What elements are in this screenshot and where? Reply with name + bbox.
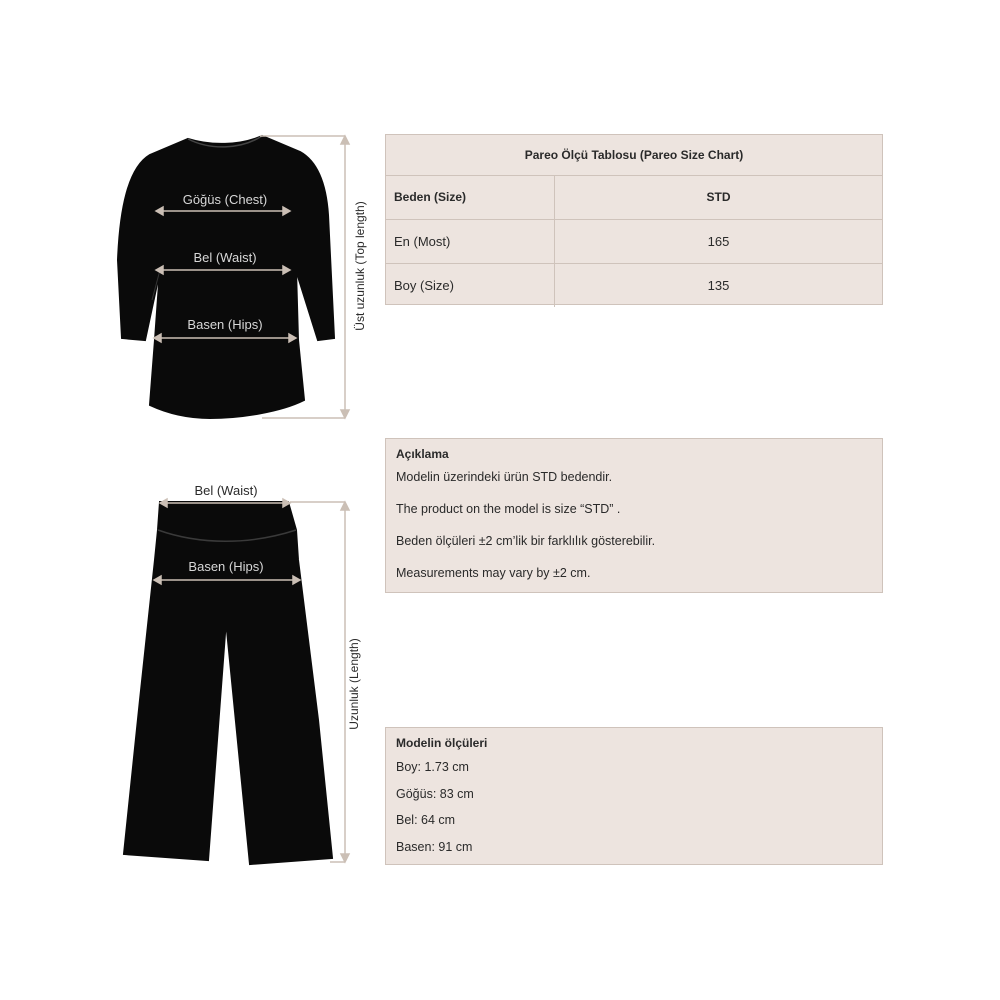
size-chart-header-row	[386, 176, 882, 220]
description-heading: Açıklama	[396, 447, 449, 461]
description-line: Beden ölçüleri ±2 cm’lik bir farklılık gösterebilir.	[396, 534, 656, 548]
bottom-length-label: Uzunluk (Length)	[347, 638, 361, 730]
model-measurements-heading: Modelin ölçüleri	[396, 736, 488, 750]
top-hips-label: Basen (Hips)	[187, 317, 263, 332]
bottom-garment-figure	[124, 502, 332, 864]
bottom-hips-label: Basen (Hips)	[188, 559, 264, 574]
top-waist-label: Bel (Waist)	[193, 250, 257, 265]
size-chart-title: Pareo Ölçü Tablosu (Pareo Size Chart)	[386, 135, 882, 176]
model-measurements-box	[385, 727, 883, 865]
size-chart-table	[385, 134, 883, 305]
top-garment-figure	[118, 136, 334, 418]
row-label: Boy (Size)	[386, 264, 555, 307]
row-label: En (Most)	[386, 220, 555, 263]
description-line: Modelin üzerindeki ürün STD bedendir.	[396, 470, 613, 484]
table-row	[386, 264, 882, 307]
row-value: 165	[707, 234, 730, 249]
garment-illustrations	[0, 0, 380, 1000]
size-header-value: STD	[706, 190, 731, 204]
top-length-label: Üst uzunluk (Top length)	[353, 201, 367, 331]
table-row	[386, 220, 882, 264]
description-box	[385, 438, 883, 593]
top-chest-label: Göğüs (Chest)	[182, 192, 268, 207]
size-header-label: Beden (Size)	[386, 176, 555, 219]
model-measurement-line: Bel: 64 cm	[396, 813, 456, 827]
model-measurement-line: Boy: 1.73 cm	[396, 760, 469, 774]
model-measurement-line: Göğüs: 83 cm	[396, 786, 474, 801]
model-measurement-line: Basen: 91 cm	[396, 839, 473, 854]
description-line: Measurements may vary by ±2 cm.	[396, 566, 591, 580]
row-value: 135	[707, 278, 730, 293]
bottom-waist-label: Bel (Waist)	[194, 483, 258, 498]
description-line: The product on the model is size “STD” .	[396, 502, 621, 516]
